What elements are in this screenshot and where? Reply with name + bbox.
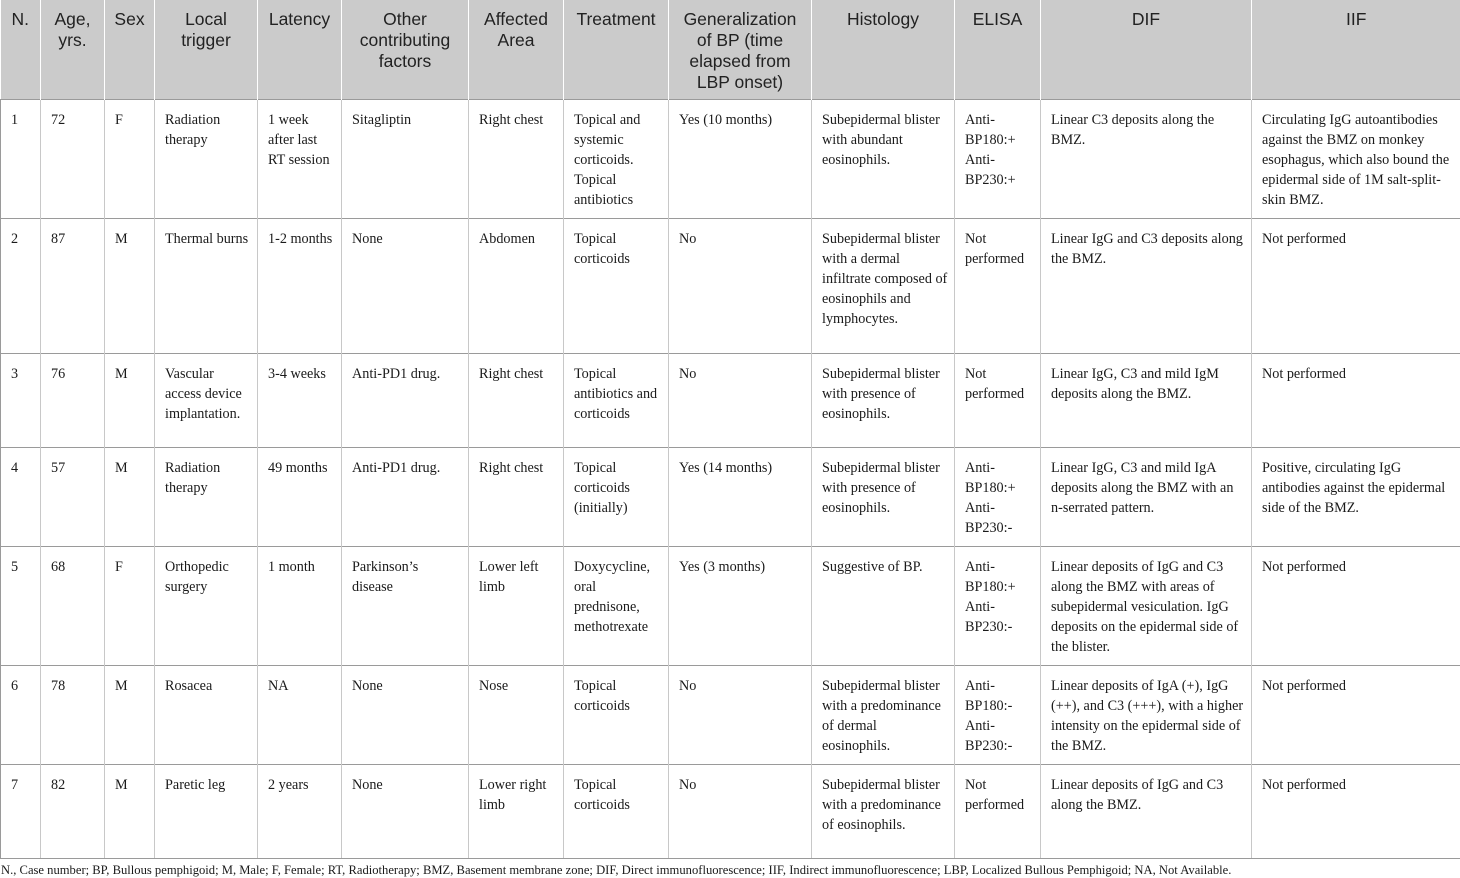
table-row [1, 666, 1460, 765]
header-generalization: Generalization of BP (time elapsed from LBP onset) [669, 0, 812, 100]
cell-latency: 3-4 weeks [258, 354, 342, 448]
cell-iif: Not performed [1252, 666, 1460, 765]
cell-n: 1 [1, 100, 41, 219]
cell-area: Lower right limb [469, 765, 564, 859]
cell-latency: 1 week after last RT session [258, 100, 342, 219]
table-row [1, 448, 1460, 547]
cell-dif: Linear deposits of IgA (+), IgG (++), and C3 (+++), with a higher intensity on the epidermal side of the BMZ. [1041, 666, 1252, 765]
cell-treatment: Topical corticoids [564, 666, 669, 765]
header-age: Age, yrs. [41, 0, 105, 100]
cell-iif: Not performed [1252, 219, 1460, 354]
cell-area: Right chest [469, 448, 564, 547]
cell-dif: Linear IgG, C3 and mild IgA deposits along the BMZ with an n-serrated pattern. [1041, 448, 1252, 547]
cell-sex: M [105, 666, 155, 765]
cell-trigger: Radiation therapy [155, 100, 258, 219]
cell-histology: Subepidermal blister with a predominance of dermal eosinophils. [812, 666, 955, 765]
cell-iif: Not performed [1252, 547, 1460, 666]
cell-histology: Subepidermal blister with a dermal infiltrate composed of eosinophils and lymphocytes. [812, 219, 955, 354]
cell-latency: 49 months [258, 448, 342, 547]
cell-sex: M [105, 765, 155, 859]
cell-generalization: Yes (14 months) [669, 448, 812, 547]
cell-elisa: Not performed [955, 354, 1041, 448]
cell-sex: F [105, 100, 155, 219]
header-iif: IIF [1252, 0, 1460, 100]
cell-iif: Not performed [1252, 354, 1460, 448]
cell-area: Lower left limb [469, 547, 564, 666]
cell-sex: M [105, 448, 155, 547]
cell-histology: Suggestive of BP. [812, 547, 955, 666]
cell-n: 2 [1, 219, 41, 354]
cell-area: Abdomen [469, 219, 564, 354]
cell-elisa: Anti-BP180:+ Anti-BP230:- [955, 547, 1041, 666]
cell-area: Right chest [469, 354, 564, 448]
cell-generalization: Yes (10 months) [669, 100, 812, 219]
header-row [1, 0, 1460, 100]
cell-factors: Anti-PD1 drug. [342, 448, 469, 547]
cell-dif: Linear IgG, C3 and mild IgM deposits along the BMZ. [1041, 354, 1252, 448]
cell-elisa: Anti-BP180:+ Anti-BP230:- [955, 448, 1041, 547]
cell-iif: Positive, circulating IgG antibodies against the epidermal side of the BMZ. [1252, 448, 1460, 547]
table-row [1, 547, 1460, 666]
cell-treatment: Topical corticoids (initially) [564, 448, 669, 547]
cell-area: Nose [469, 666, 564, 765]
cell-age: 57 [41, 448, 105, 547]
cell-n: 5 [1, 547, 41, 666]
cell-sex: M [105, 354, 155, 448]
cell-factors: Sitagliptin [342, 100, 469, 219]
cell-trigger: Paretic leg [155, 765, 258, 859]
cell-age: 78 [41, 666, 105, 765]
header-local-trigger: Local trigger [155, 0, 258, 100]
cell-latency: 1 month [258, 547, 342, 666]
cell-latency: 2 years [258, 765, 342, 859]
cell-trigger: Vascular access device implantation. [155, 354, 258, 448]
header-sex: Sex [105, 0, 155, 100]
cell-iif: Circulating IgG autoantibodies against the BMZ on monkey esophagus, which also bound the epidermal side of 1M salt-split-skin BMZ. [1252, 100, 1460, 219]
cell-factors: Parkinson’s disease [342, 547, 469, 666]
cell-generalization: No [669, 219, 812, 354]
cell-generalization: No [669, 765, 812, 859]
cell-dif: Linear deposits of IgG and C3 along the BMZ. [1041, 765, 1252, 859]
header-treatment: Treatment [564, 0, 669, 100]
cell-treatment: Topical and systemic corticoids. Topical antibiotics [564, 100, 669, 219]
cell-n: 3 [1, 354, 41, 448]
cell-generalization: No [669, 666, 812, 765]
cell-elisa: Not performed [955, 219, 1041, 354]
cell-sex: M [105, 219, 155, 354]
table-row [1, 100, 1460, 219]
cell-latency: 1-2 months [258, 219, 342, 354]
cell-treatment: Doxycycline, oral prednisone, methotrexate [564, 547, 669, 666]
cell-dif: Linear C3 deposits along the BMZ. [1041, 100, 1252, 219]
cell-treatment: Topical corticoids [564, 219, 669, 354]
table-row [1, 765, 1460, 859]
header-dif: DIF [1041, 0, 1252, 100]
cell-iif: Not performed [1252, 765, 1460, 859]
cell-dif: Linear IgG and C3 deposits along the BMZ. [1041, 219, 1252, 354]
cell-n: 4 [1, 448, 41, 547]
cell-age: 76 [41, 354, 105, 448]
cell-trigger: Rosacea [155, 666, 258, 765]
cell-elisa: Anti-BP180:+ Anti-BP230:+ [955, 100, 1041, 219]
cell-area: Right chest [469, 100, 564, 219]
cell-latency: NA [258, 666, 342, 765]
cell-elisa: Anti-BP180:- Anti-BP230:- [955, 666, 1041, 765]
header-affected-area: Affected Area [469, 0, 564, 100]
cell-age: 72 [41, 100, 105, 219]
cell-factors: None [342, 666, 469, 765]
cell-generalization: Yes (3 months) [669, 547, 812, 666]
cell-histology: Subepidermal blister with abundant eosinophils. [812, 100, 955, 219]
table-row [1, 219, 1460, 354]
cell-age: 87 [41, 219, 105, 354]
header-histology: Histology [812, 0, 955, 100]
header-n: N. [1, 0, 41, 100]
cell-histology: Subepidermal blister with presence of eosinophils. [812, 354, 955, 448]
cell-factors: None [342, 765, 469, 859]
cell-histology: Subepidermal blister with presence of eosinophils. [812, 448, 955, 547]
cell-treatment: Topical antibiotics and corticoids [564, 354, 669, 448]
table-row [1, 354, 1460, 448]
cell-dif: Linear deposits of IgG and C3 along the BMZ with areas of subepidermal vesiculation. IgG deposits on the epidermal side of the blister. [1041, 547, 1252, 666]
cell-generalization: No [669, 354, 812, 448]
table-footnote: N., Case number; BP, Bullous pemphigoid; M, Male; F, Female; RT, Radiotherapy; BMZ, Basement membrane zone; DIF, Direct immunofluorescence; IIF, Indirect immunofluorescence; LBP, Localized Bullous Pemphigoid; NA, Not Available. [0, 859, 1460, 878]
header-other-factors: Other contributing factors [342, 0, 469, 100]
header-latency: Latency [258, 0, 342, 100]
cell-factors: Anti-PD1 drug. [342, 354, 469, 448]
cell-elisa: Not performed [955, 765, 1041, 859]
cell-treatment: Topical corticoids [564, 765, 669, 859]
cell-factors: None [342, 219, 469, 354]
cell-trigger: Orthopedic surgery [155, 547, 258, 666]
cell-age: 68 [41, 547, 105, 666]
header-elisa: ELISA [955, 0, 1041, 100]
cell-sex: F [105, 547, 155, 666]
cell-age: 82 [41, 765, 105, 859]
cell-n: 7 [1, 765, 41, 859]
cell-trigger: Thermal burns [155, 219, 258, 354]
cell-n: 6 [1, 666, 41, 765]
cell-histology: Subepidermal blister with a predominance of eosinophils. [812, 765, 955, 859]
cell-trigger: Radiation therapy [155, 448, 258, 547]
